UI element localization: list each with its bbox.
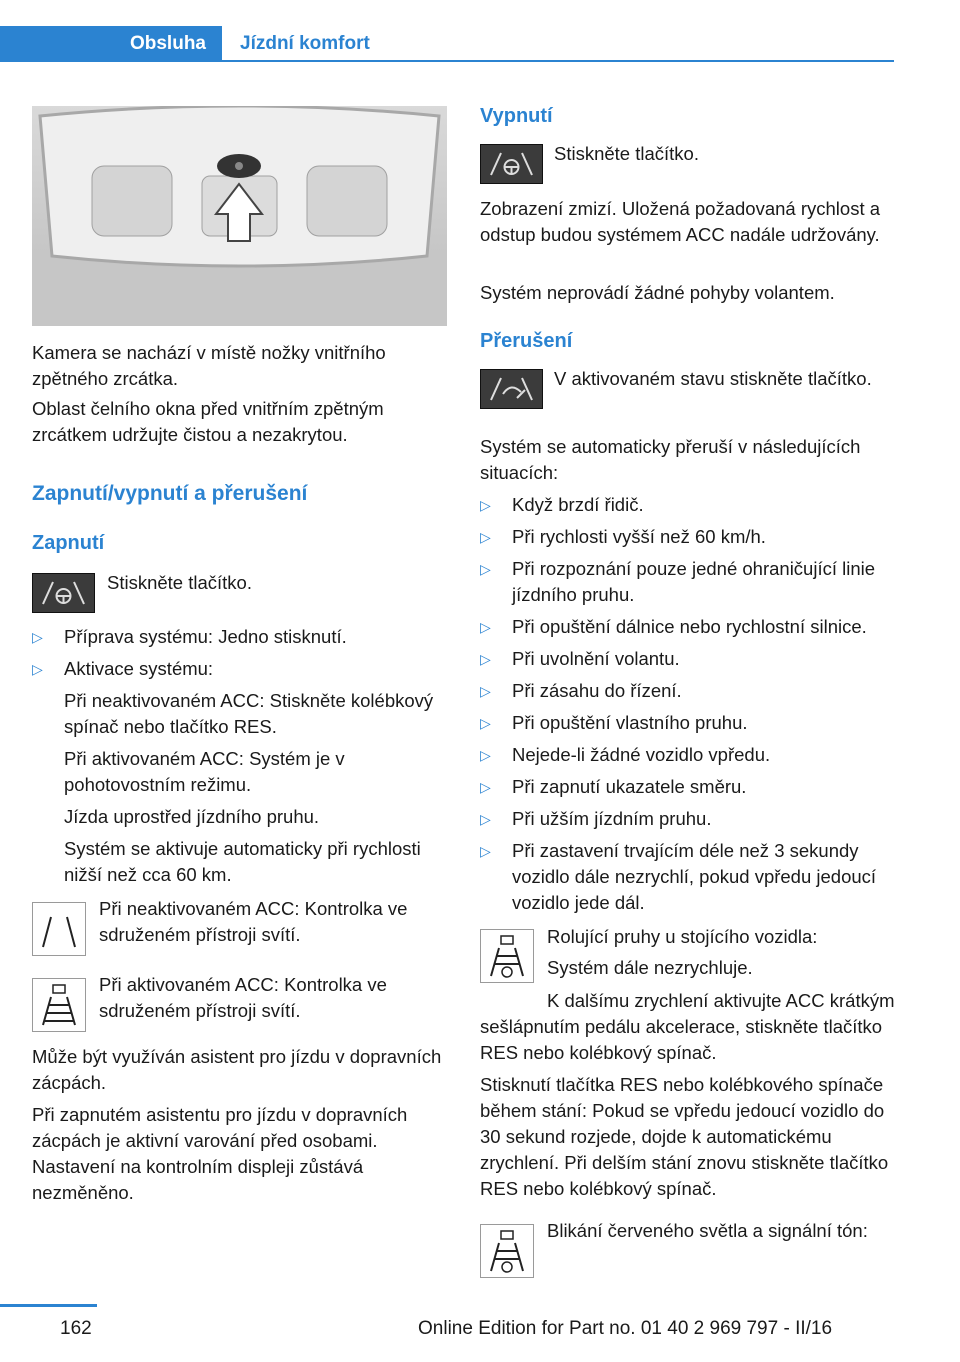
triangle-bullet-icon: ▷ bbox=[480, 529, 491, 545]
steering-assist-button-icon bbox=[480, 144, 543, 184]
page-number: 162 bbox=[60, 1318, 92, 1339]
list-item-text: Při zapnutí ukazatele směru. bbox=[512, 776, 747, 797]
list-item-text: Při zásahu do řízení. bbox=[512, 680, 682, 701]
footer-edition: Online Edition for Part no. 01 40 2 969 797 - II/16 bbox=[418, 1318, 833, 1339]
list-item-text: Při zastavení trvajícím déle než 3 sekundy vozidlo dále nezrychlí, pokud vpředu jedoucí vozidlo jede dál. bbox=[512, 840, 877, 913]
subheading-preruseni: Přerušení bbox=[480, 330, 573, 352]
list-item bbox=[480, 524, 900, 550]
subheading-zapnuti: Zapnutí bbox=[32, 532, 105, 554]
triangle-bullet-icon: ▷ bbox=[480, 747, 491, 763]
section-title: Zapnutí/vypnutí a přerušení bbox=[32, 482, 308, 505]
list-item bbox=[480, 614, 900, 640]
paragraph-auto-pause: Systém se automaticky přeruší v následujících situacích: bbox=[480, 436, 861, 483]
footer-divider bbox=[0, 1304, 97, 1307]
lane-vehicle-indicator-icon bbox=[32, 978, 86, 1032]
list-item bbox=[480, 806, 900, 832]
steering-assist-button-icon bbox=[32, 573, 95, 613]
list-item-text: Při uvolnění volantu. bbox=[512, 648, 680, 669]
steering-pause-button-icon bbox=[480, 369, 543, 409]
list-item bbox=[480, 774, 900, 800]
list-item bbox=[480, 492, 900, 518]
paragraph-reactivate: K dalšímu zrychlení aktivujte ACC krátkým sešlápnutím pedálu akcelerace, stiskněte tlačítko RES nebo kolébkový spínač. bbox=[480, 990, 895, 1063]
triangle-bullet-icon: ▷ bbox=[480, 715, 491, 731]
list-subtext: Při neaktivovaném ACC: Stiskněte kolébkový spínač nebo tlačítko RES. bbox=[64, 690, 434, 737]
caption-camera-location: Kamera se nachází v místě nožky vnitřního zpětného zrcátka. bbox=[32, 342, 386, 389]
list-item bbox=[480, 678, 900, 704]
tab-label: Jízdní komfort bbox=[240, 33, 370, 54]
no-acceleration-text: Systém dále nezrychluje. bbox=[547, 957, 753, 978]
blinking-red-light-text: Blikání červeného světla a signální tón: bbox=[547, 1220, 868, 1241]
tab-jizdni-komfort[interactable] bbox=[240, 26, 370, 62]
triangle-bullet-icon: ▷ bbox=[480, 497, 491, 513]
triangle-bullet-icon: ▷ bbox=[480, 843, 491, 859]
paragraph-pedestrian-warning: Při zapnutém asistentu pro jízdu v dopravních zácpách je aktivní varování před osobami. Nastavení na kontrolním displeji zůstává nezměněno. bbox=[32, 1104, 408, 1203]
caption-keep-clean: Oblast čelního okna před vnitřním zpětným zrcátkem udržujte čistou a nezakrytou. bbox=[32, 398, 384, 445]
activation-list bbox=[32, 624, 447, 894]
press-button-text: Stiskněte tlačítko. bbox=[107, 572, 252, 593]
list-item-text: Při opuštění dálnice nebo rychlostní silnice. bbox=[512, 616, 867, 637]
triangle-bullet-icon: ▷ bbox=[480, 811, 491, 827]
list-subtext: Jízda uprostřed jízdního pruhu. bbox=[64, 806, 320, 827]
triangle-bullet-icon: ▷ bbox=[480, 683, 491, 699]
windshield-camera-photo bbox=[32, 106, 447, 326]
tab-label: Obsluha bbox=[129, 33, 206, 54]
list-item bbox=[480, 646, 900, 672]
triangle-bullet-icon: ▷ bbox=[480, 619, 491, 635]
header-divider bbox=[222, 60, 894, 62]
paragraph-no-steering: Systém neprovádí žádné pohyby volantem. bbox=[480, 282, 835, 303]
list-item bbox=[480, 838, 900, 916]
triangle-bullet-icon: ▷ bbox=[480, 561, 491, 577]
list-item-text: Při rozpoznání pouze jedné ohraničující linie jízdního pruhu. bbox=[512, 558, 876, 605]
list-subtext: Systém se aktivuje automaticky při rychlosti nižší než cca 60 km. bbox=[64, 838, 421, 885]
paragraph-traffic-jam: Může být využíván asistent pro jízdu v dopravních zácpách. bbox=[32, 1046, 442, 1093]
press-button-text: Stiskněte tlačítko. bbox=[554, 143, 699, 164]
triangle-bullet-icon: ▷ bbox=[32, 661, 43, 677]
list-item-text: Při užším jízdním pruhu. bbox=[512, 808, 712, 829]
indicator-active-text: Při aktivovaném ACC: Kontrolka ve sdruženém přístroji svítí. bbox=[99, 974, 387, 1021]
pause-button-text: V aktivovaném stavu stiskněte tlačítko. bbox=[554, 368, 872, 389]
subheading-vypnuti: Vypnutí bbox=[480, 105, 553, 127]
list-item-text: Když brzdí řidič. bbox=[512, 494, 644, 515]
triangle-bullet-icon: ▷ bbox=[480, 651, 491, 667]
list-item bbox=[32, 656, 447, 888]
rolling-lanes-indicator-icon bbox=[480, 929, 534, 983]
list-item bbox=[32, 624, 447, 650]
triangle-bullet-icon: ▷ bbox=[480, 779, 491, 795]
indicator-inactive-text: Při neaktivovaném ACC: Kontrolka ve sdruženém přístroji svítí. bbox=[99, 898, 408, 945]
paragraph-display-off: Zobrazení zmizí. Uložená požadovaná rychlost a odstup budou systémem ACC nadále udržovány. bbox=[480, 198, 881, 245]
list-item-text: Příprava systému: Jedno stisknutí. bbox=[64, 626, 347, 647]
list-item bbox=[480, 710, 900, 736]
warning-lanes-indicator-icon bbox=[480, 1224, 534, 1278]
list-item bbox=[480, 742, 900, 768]
list-item-text: Aktivace systému: bbox=[64, 658, 214, 679]
triangle-bullet-icon: ▷ bbox=[32, 629, 43, 645]
list-item-text: Nejede-li žádné vozidlo vpředu. bbox=[512, 744, 771, 765]
rolling-lanes-text: Rolující pruhy u stojícího vozidla: bbox=[547, 926, 818, 947]
tab-obsluha[interactable] bbox=[0, 26, 222, 62]
list-item-text: Při rychlosti vyšší než 60 km/h. bbox=[512, 526, 766, 547]
pause-conditions-list bbox=[480, 492, 900, 922]
paragraph-res-standstill: Stisknutí tlačítka RES nebo kolébkového spínače během stání: Pokud se vpředu jedoucí vozidlo do 30 sekund rozjede, dojde k automatickému zrychlení. Při delším stání znovu stiskněte tlačítko RES nebo kolébkový spínač. bbox=[480, 1074, 889, 1199]
lane-lines-indicator-icon bbox=[32, 902, 86, 956]
list-item-text: Při opuštění vlastního pruhu. bbox=[512, 712, 748, 733]
list-subtext: Při aktivovaném ACC: Systém je v pohotovostním režimu. bbox=[64, 748, 345, 795]
list-item bbox=[480, 556, 900, 608]
